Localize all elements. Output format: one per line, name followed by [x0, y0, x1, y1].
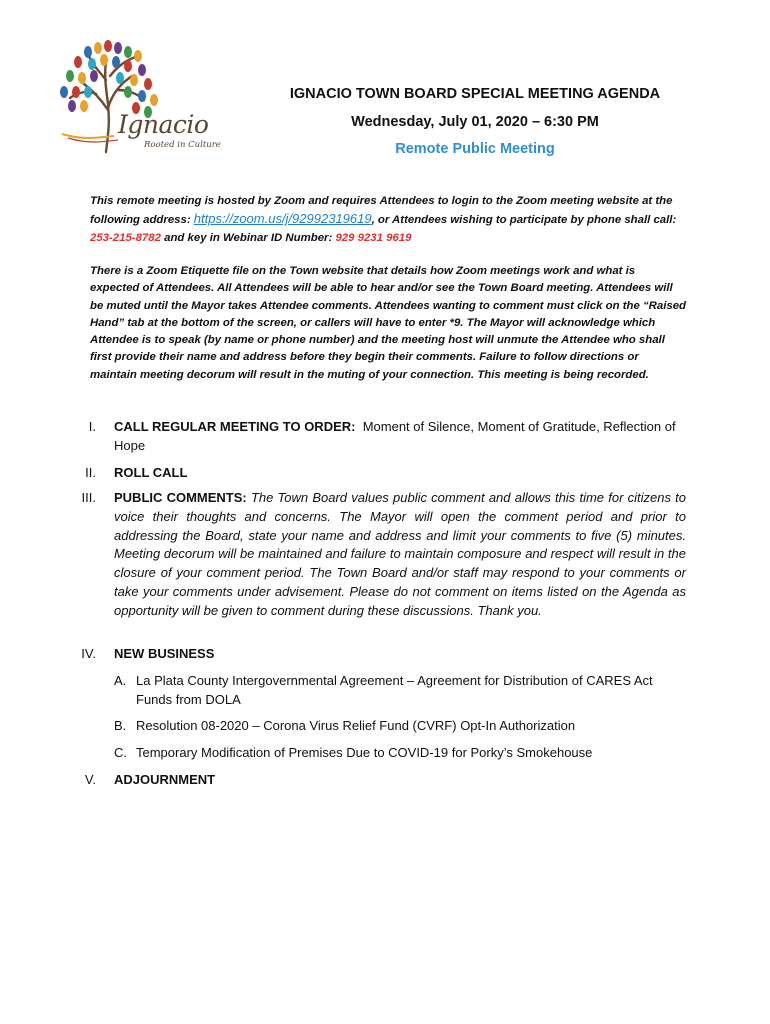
sub-item-letter: C. [114, 745, 127, 760]
webinar-id: 929 9231 9619 [335, 231, 412, 244]
item-number: I. [88, 419, 96, 434]
intro-text: and key in Webinar ID Number: [164, 231, 333, 244]
logo-tagline: Rooted in Culture [144, 140, 221, 150]
sub-item-text: La Plata County Intergovernmental Agreement – Agreement for Distribution of CARES Act Funds from DOLA [136, 673, 653, 707]
item-heading: NEW BUSINESS [114, 646, 215, 661]
zoom-link[interactable]: https://zoom.us/j/92992319619 [193, 211, 372, 227]
item-heading: ROLL CALL [114, 465, 188, 480]
intro-text: , or Attendees wishing to participate by phone shall call: [371, 214, 677, 227]
item-number: IV. [81, 646, 96, 661]
agenda-title: IGNACIO TOWN BOARD SPECIAL MEETING AGENDA [289, 86, 661, 102]
zoom-instructions [90, 193, 686, 247]
item-heading: CALL REGULAR MEETING TO ORDER: [114, 419, 356, 434]
logo-wordmark: Ignacio [118, 110, 209, 139]
sub-item-text: Temporary Modification of Premises Due to COVID-19 for Porky’s Smokehouse [136, 745, 593, 760]
item-text: Moment of Silence, Moment of Gratitude, Reflection of Hope [114, 419, 676, 453]
new-business-item-c [114, 744, 684, 763]
item-heading: ADJOURNMENT [114, 772, 216, 787]
new-business-item-b [114, 717, 684, 736]
sub-item-letter: B. [114, 718, 127, 733]
meeting-subtitle: Remote Public Meeting [395, 141, 555, 157]
item-heading: PUBLIC COMMENTS: [114, 490, 247, 505]
meeting-date: Wednesday, July 01, 2020 – 6:30 PM [351, 114, 599, 130]
sub-item-letter: A. [114, 673, 127, 688]
agenda-item-adjournment [60, 771, 690, 790]
item-text: The Town Board values public comment and allows this time for citizens to voice their thoughts and concerns. The Mayor will open the comment period and prior to addressing the Board, state your name and address and limit your comments to five (5) minutes. Meeting decorum will be maintained and failure to maintain composure and respect will result in the closure of your comment period. The Town Board and/or staff may respond to your comments or take your comments under advisement. Please do not comment on items listed on the Agenda as opportunity will be given to comment during these discussions. Thank you. [114, 490, 686, 618]
new-business-item-a [114, 672, 684, 710]
item-number: II. [85, 465, 96, 480]
agenda-item-roll-call [60, 464, 690, 483]
phone-number: 253-215-8782 [90, 231, 161, 244]
sub-item-text: Resolution 08-2020 – Corona Virus Relief Fund (CVRF) Opt-In Authorization [136, 718, 576, 733]
zoom-etiquette-paragraph: There is a Zoom Etiquette file on the Town website that details how Zoom meetings work and what is expected of Attendees. All Attendees will be able to hear and/or see the Town Board meeting. Attendees will be muted until the Mayor takes Attendee comments. Attendees wanting to comment must click on the “Raised Hand” tab at the bottom of the screen, or callers will have to enter *9. The Mayor will acknowledge which Attendee is to speak (by name or phone number) and the meeting host will unmute the Attendee who shall first provide their name and address before they begin their comments. Failure to follow directions or maintain meeting decorum will result in the muting of your connection. This meeting is being recorded. [90, 265, 687, 381]
agenda-item-call-to-order [60, 418, 690, 456]
agenda-item-public-comments [60, 489, 690, 621]
item-number: III. [81, 490, 96, 505]
agenda-item-new-business [60, 645, 690, 664]
intro-text: This remote meeting is hosted by Zoom and requires Attendees to login to the Zoom meeting website at the following address: [90, 195, 673, 227]
item-number: V. [84, 772, 96, 787]
